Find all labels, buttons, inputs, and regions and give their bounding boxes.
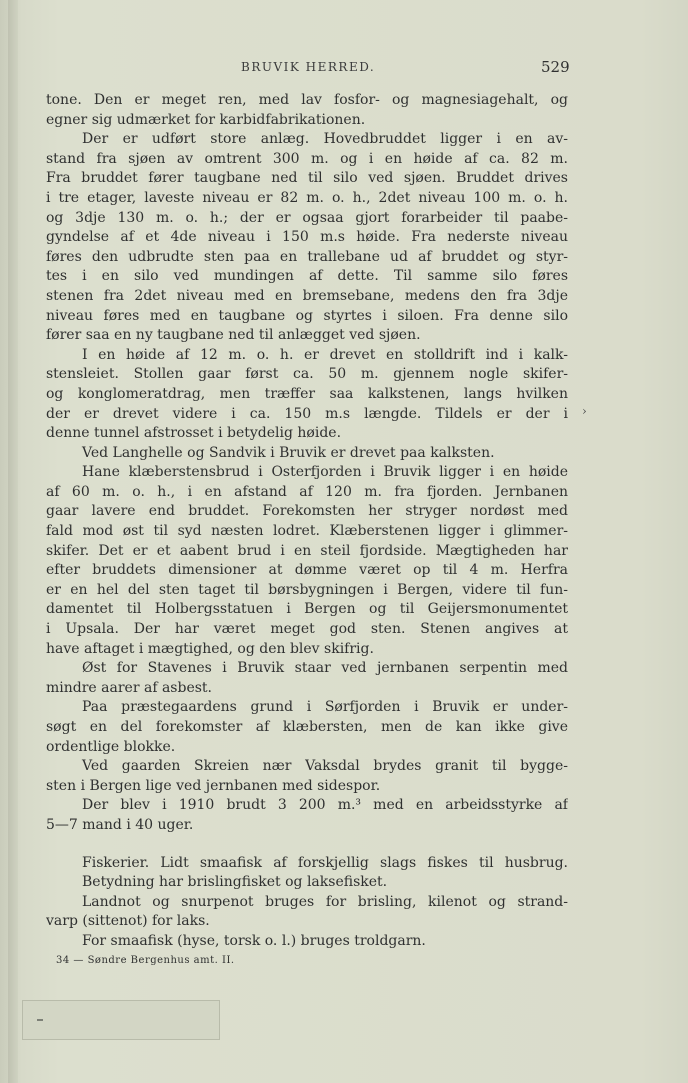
page-header [0,58,688,78]
text-line: stensleiet. Stollen gaar først ca. 50 m. gjennem nogle skifer- [46,366,568,383]
text-line: stand fra sjøen av omtrent 300 m. og i en høide af ca. 82 m. [46,150,568,167]
text-line: er en hel del sten taget til børsbygningen i Bergen, videre til fun- [46,581,568,598]
text-line: sten i Bergen lige ved jernbanen med sidespor. [46,777,381,794]
text-line: Der blev i 1910 brudt 3 200 m.³ med en arbeidsstyrke af [82,797,568,814]
text-line: i tre etager, laveste niveau er 82 m. o. h., 2det niveau 100 m. o. h. [46,189,568,206]
text-line: Hane klæberstensbrud i Osterfjorden i Bruvik ligger i en høide [82,464,568,481]
text-line: der er drevet videre i ca. 150 m.s længde. Tildels er der i [46,405,568,422]
text-line: I en høide af 12 m. o. h. er drevet en stolldrift ind i kalk- [82,346,568,363]
text-line: Ved Langhelle og Sandvik i Bruvik er drevet paa kalksten. [82,444,495,461]
text-line: varp (sittenot) for laks. [46,913,210,930]
text-line: denne tunnel afstrosset i betydelig høide. [46,425,342,442]
text-line: føres den udbrudte sten paa en trallebane ud af bruddet og styr- [46,248,568,265]
text-line: stenen fra 2det niveau med en bremsebane, medens den fra 3dje [46,287,568,304]
body-text [46,91,568,970]
text-line: og konglomeratdrag, men træffer saa kalkstenen, langs hvilken [46,385,568,402]
text-line: i Upsala. Der har været meget god sten. Stenen angives at [46,621,568,638]
text-line: Øst for Stavenes i Bruvik staar ved jernbanen serpentin med [82,660,568,677]
text-line: Der er udført store anlæg. Hovedbruddet ligger i en av- [82,131,568,148]
text-line: efter bruddets dimensioner at dømme været op til 4 m. Herfra [46,562,568,579]
text-line: ordentlige blokke. [46,738,176,755]
text-line: fører saa en ny taugbane ned til anlægget ved sjøen. [46,327,421,344]
text-line: Fra bruddet fører taugbane ned til silo ved sjøen. Bruddet drives [46,170,568,187]
text-line: fald mod øst til syd næsten lodret. Klæberstenen ligger i glimmer- [46,523,568,540]
text-line: tone. Den er meget ren, med lav fosfor- og magnesiagehalt, og [46,92,568,108]
footer-signature-note: 34 — Søndre Bergenhus amt. II. [56,954,235,966]
text-line: af 60 m. o. h., i en afstand af 120 m. fra fjorden. Jernbanen [46,483,568,500]
text-line: Ved gaarden Skreien nær Vaksdal brydes granit til bygge- [82,758,568,775]
text-line: gaar lavere end bruddet. Forekomsten her stryger nordøst med [46,503,568,520]
page-number: 529 [541,58,570,76]
text-line: 5—7 mand i 40 uger. [46,816,194,833]
text-line: Fiskerier. Lidt smaafisk af forskjellig slags fiskes til husbrug. [82,854,568,871]
text-line: søgt en del forekomster af klæbersten, men de kan ikke give [46,719,568,735]
margin-mark: › [582,404,587,418]
text-line: For smaafisk (hyse, torsk o. l.) bruges troldgarn. [82,932,426,949]
text-line: tes i en silo ved mundingen af dette. Til samme silo føres [46,268,568,285]
text-line: Paa præstegaardens grund i Sørfjorden i Bruvik er under- [82,699,568,716]
text-line: Betydning har brislingfisket og laksefisket. [82,874,388,891]
running-title: BRUVIK HERRED. [241,60,376,74]
paragraph-gap [46,836,568,854]
label-mark [37,1019,43,1021]
text-line: skifer. Det er et aabent brud i en steil fjordside. Mægtigheden har [46,542,568,559]
library-label-strip [22,1000,220,1040]
text-line: gyndelse af et 4de niveau i 150 m.s høide. Fra nederste niveau [46,229,568,246]
text-line: og 3dje 130 m. o. h.; der er ogsaa gjort forarbeider til paabe- [46,209,568,226]
text-line: Landnot og snurpenot bruges for brisling, kilenot og strand- [82,893,568,910]
page-spine-shadow [8,0,18,1083]
text-line: damentet til Holbergsstatuen i Bergen og til Geijersmonumentet [46,601,568,618]
text-line: niveau føres med en taugbane og styrtes i siloen. Fra denne silo [46,307,568,324]
text-line: mindre aarer af asbest. [46,679,212,696]
text-line: egner sig udmærket for karbidfabrikationen. [46,111,366,128]
text-line: have aftaget i mægtighed, og den blev skifrig. [46,640,374,657]
